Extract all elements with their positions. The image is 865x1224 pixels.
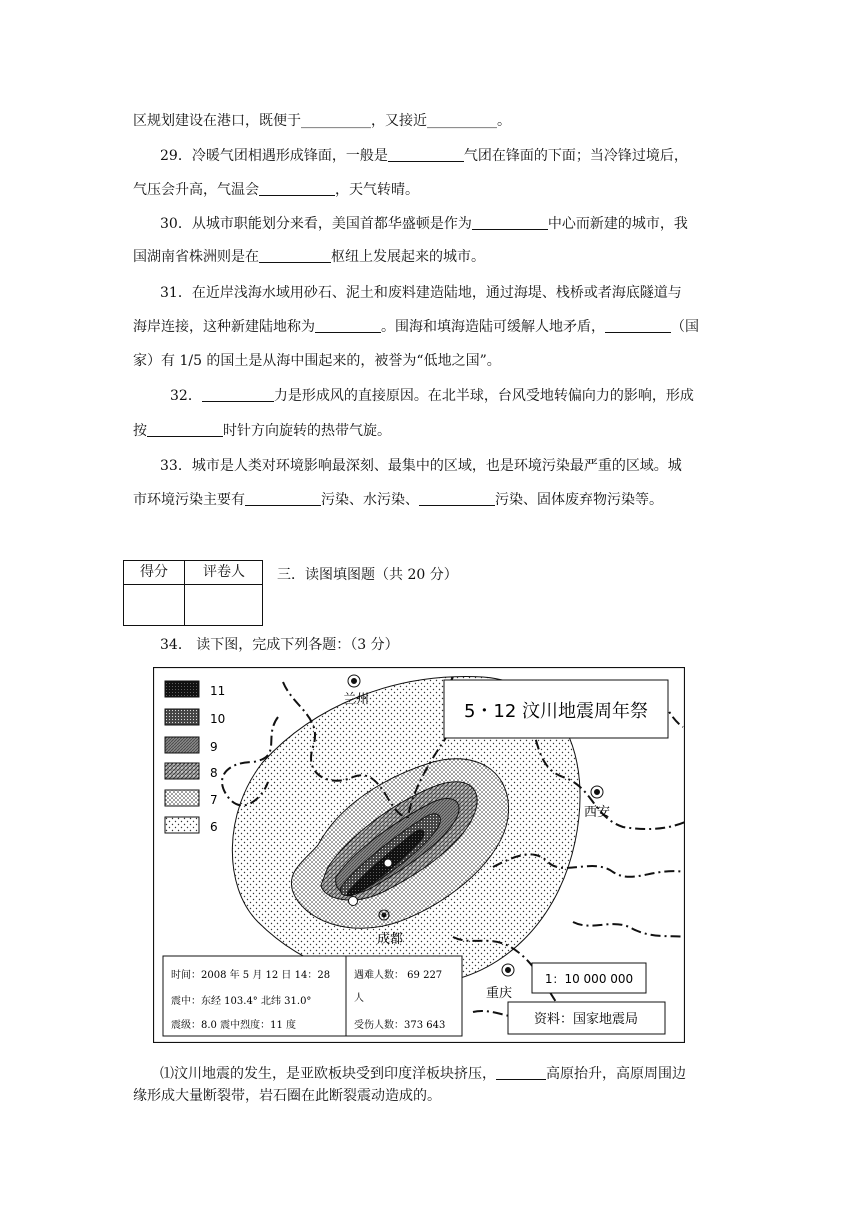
q30-text-c: 国湖南省株洲则是在 bbox=[133, 249, 259, 265]
q31-text-b: 海岸连接，这种新建陆地称为 bbox=[133, 319, 315, 335]
q31-text-d: （国 bbox=[671, 319, 699, 335]
question-31-line1: 31．在近岸浅海水域用砂石、泥土和废料建造陆地，通过海堤、栈桥或者海底隧道与 bbox=[160, 285, 682, 301]
info-time: 时间：2008 年 5 月 12 日 14：28 bbox=[171, 970, 331, 981]
question-30-line1 bbox=[160, 214, 688, 234]
section-3-title: 三．读图填图题（共 20 分） bbox=[277, 567, 458, 583]
blank-29-2[interactable] bbox=[259, 181, 335, 196]
question-34-1-line1 bbox=[160, 1064, 686, 1084]
q30-text-d: 枢纽上发展起来的城市。 bbox=[331, 249, 485, 265]
q32-text-d: 时针方向旋转的热带气旋。 bbox=[223, 423, 391, 439]
grader-header: 评卷人 bbox=[203, 564, 245, 580]
map-scale: 1：10 000 000 bbox=[544, 972, 634, 986]
question-31-line2 bbox=[133, 317, 699, 337]
legend-swatch-9 bbox=[165, 737, 199, 753]
q32-text-c: 按 bbox=[133, 423, 147, 439]
info-deaths: 遇难人数： 69 227 bbox=[354, 970, 443, 981]
text-line-l1: 区规划建设在港口，既便于__________，又接近__________。 bbox=[133, 113, 511, 129]
info-injured: 受伤人数：373 643 bbox=[354, 1020, 446, 1031]
question-29-line1 bbox=[160, 146, 688, 166]
earthquake-intensity-map bbox=[153, 667, 685, 1043]
legend-swatch-8 bbox=[165, 763, 199, 779]
blank-33-2[interactable] bbox=[419, 491, 495, 506]
blank-32-1[interactable] bbox=[202, 387, 274, 402]
info-epicenter: 震中：东经 103.4° 北纬 31.0° bbox=[171, 996, 312, 1007]
legend-label-9: 9 bbox=[210, 740, 218, 754]
city-label-xian: 西安 bbox=[584, 805, 611, 820]
question-34-prompt: 34． 读下图，完成下列各题：（3 分） bbox=[160, 637, 399, 653]
map-source: 资料：国家地震局 bbox=[533, 1012, 639, 1027]
legend-label-10: 10 bbox=[210, 712, 226, 726]
legend-swatch-10 bbox=[165, 709, 199, 725]
question-32-line1 bbox=[170, 386, 694, 406]
q33-text-d: 污染、固体废弃物污染等。 bbox=[495, 492, 663, 508]
legend-swatch-6 bbox=[165, 817, 199, 833]
epicenter-marker-2 bbox=[384, 859, 392, 867]
legend-label-6: 6 bbox=[210, 820, 218, 834]
blank-29-1[interactable] bbox=[388, 147, 464, 162]
legend-swatch-11 bbox=[165, 681, 199, 697]
q30-text-b: 中心而新建的城市，我 bbox=[547, 216, 688, 232]
question-32-line2 bbox=[133, 421, 391, 441]
q29-text-c: 气压会升高，气温会 bbox=[133, 182, 259, 198]
city-label-chengdu: 成都 bbox=[377, 932, 404, 947]
q34-1-text-b: 高原抬升，高原周围边 bbox=[546, 1066, 686, 1082]
question-31-line3: 家）有 1/5 的国土是从海中围起来的，被誉为“低地之国”。 bbox=[133, 353, 501, 369]
q29-text-d: ，天气转晴。 bbox=[335, 182, 419, 198]
q33-text-b: 市环境污染主要有 bbox=[133, 492, 245, 508]
q34-1-text-a: ⑴汶川地震的发生，是亚欧板块受到印度洋板块挤压， bbox=[160, 1066, 496, 1082]
question-33-line2 bbox=[133, 490, 663, 510]
score-table bbox=[123, 560, 263, 626]
legend-label-8: 8 bbox=[210, 766, 218, 780]
epicenter-marker-1 bbox=[349, 897, 358, 906]
score-header: 得分 bbox=[124, 561, 185, 584]
q32-text-b: 力是形成风的直接原因。在北半球，台风受地转偏向力的影响，形成 bbox=[273, 388, 694, 404]
question-33-line1: 33．城市是人类对环境影响最深刻、最集中的区域，也是环境污染最严重的区域。城 bbox=[160, 458, 682, 474]
q31-text-c: 。围海和填海造陆可缓解人地矛盾， bbox=[381, 319, 605, 335]
legend-swatch-7 bbox=[165, 790, 199, 806]
q33-text-c: 污染、水污染、 bbox=[321, 492, 419, 508]
legend-label-7: 7 bbox=[210, 793, 218, 807]
blank-32-2[interactable] bbox=[147, 422, 223, 437]
blank-30-2[interactable] bbox=[259, 248, 331, 263]
blank-34-1[interactable] bbox=[496, 1065, 546, 1080]
q32-text-a: 32． bbox=[170, 388, 202, 404]
city-label-chongqing: 重庆 bbox=[486, 986, 513, 1001]
info-deaths-unit: 人 bbox=[354, 993, 364, 1004]
info-magnitude: 震级：8.0 震中烈度：11 度 bbox=[171, 1020, 296, 1031]
map-title: 5・12 汶川地震周年祭 bbox=[463, 701, 649, 722]
blank-31-1[interactable] bbox=[315, 318, 381, 333]
table-divider-h bbox=[124, 584, 262, 585]
q30-text-a: 30．从城市职能划分来看，美国首都华盛顿是作为 bbox=[160, 216, 472, 232]
legend-label-11: 11 bbox=[210, 684, 226, 698]
city-label-lanzhou: 兰州 bbox=[343, 692, 370, 707]
blank-30-1[interactable] bbox=[472, 215, 548, 230]
q29-text-a: 29．冷暖气团相遇形成锋面，一般是 bbox=[160, 148, 388, 164]
table-divider-v bbox=[184, 561, 185, 625]
question-30-line2 bbox=[133, 247, 485, 267]
question-34-1-line2: 缘形成大量断裂带，岩石圈在此断裂震动造成的。 bbox=[133, 1088, 441, 1104]
blank-31-2[interactable] bbox=[605, 318, 671, 333]
blank-33-1[interactable] bbox=[245, 491, 321, 506]
question-29-line2 bbox=[133, 180, 419, 200]
q29-text-b: 气团在锋面的下面；当冷锋过境后， bbox=[463, 148, 688, 164]
